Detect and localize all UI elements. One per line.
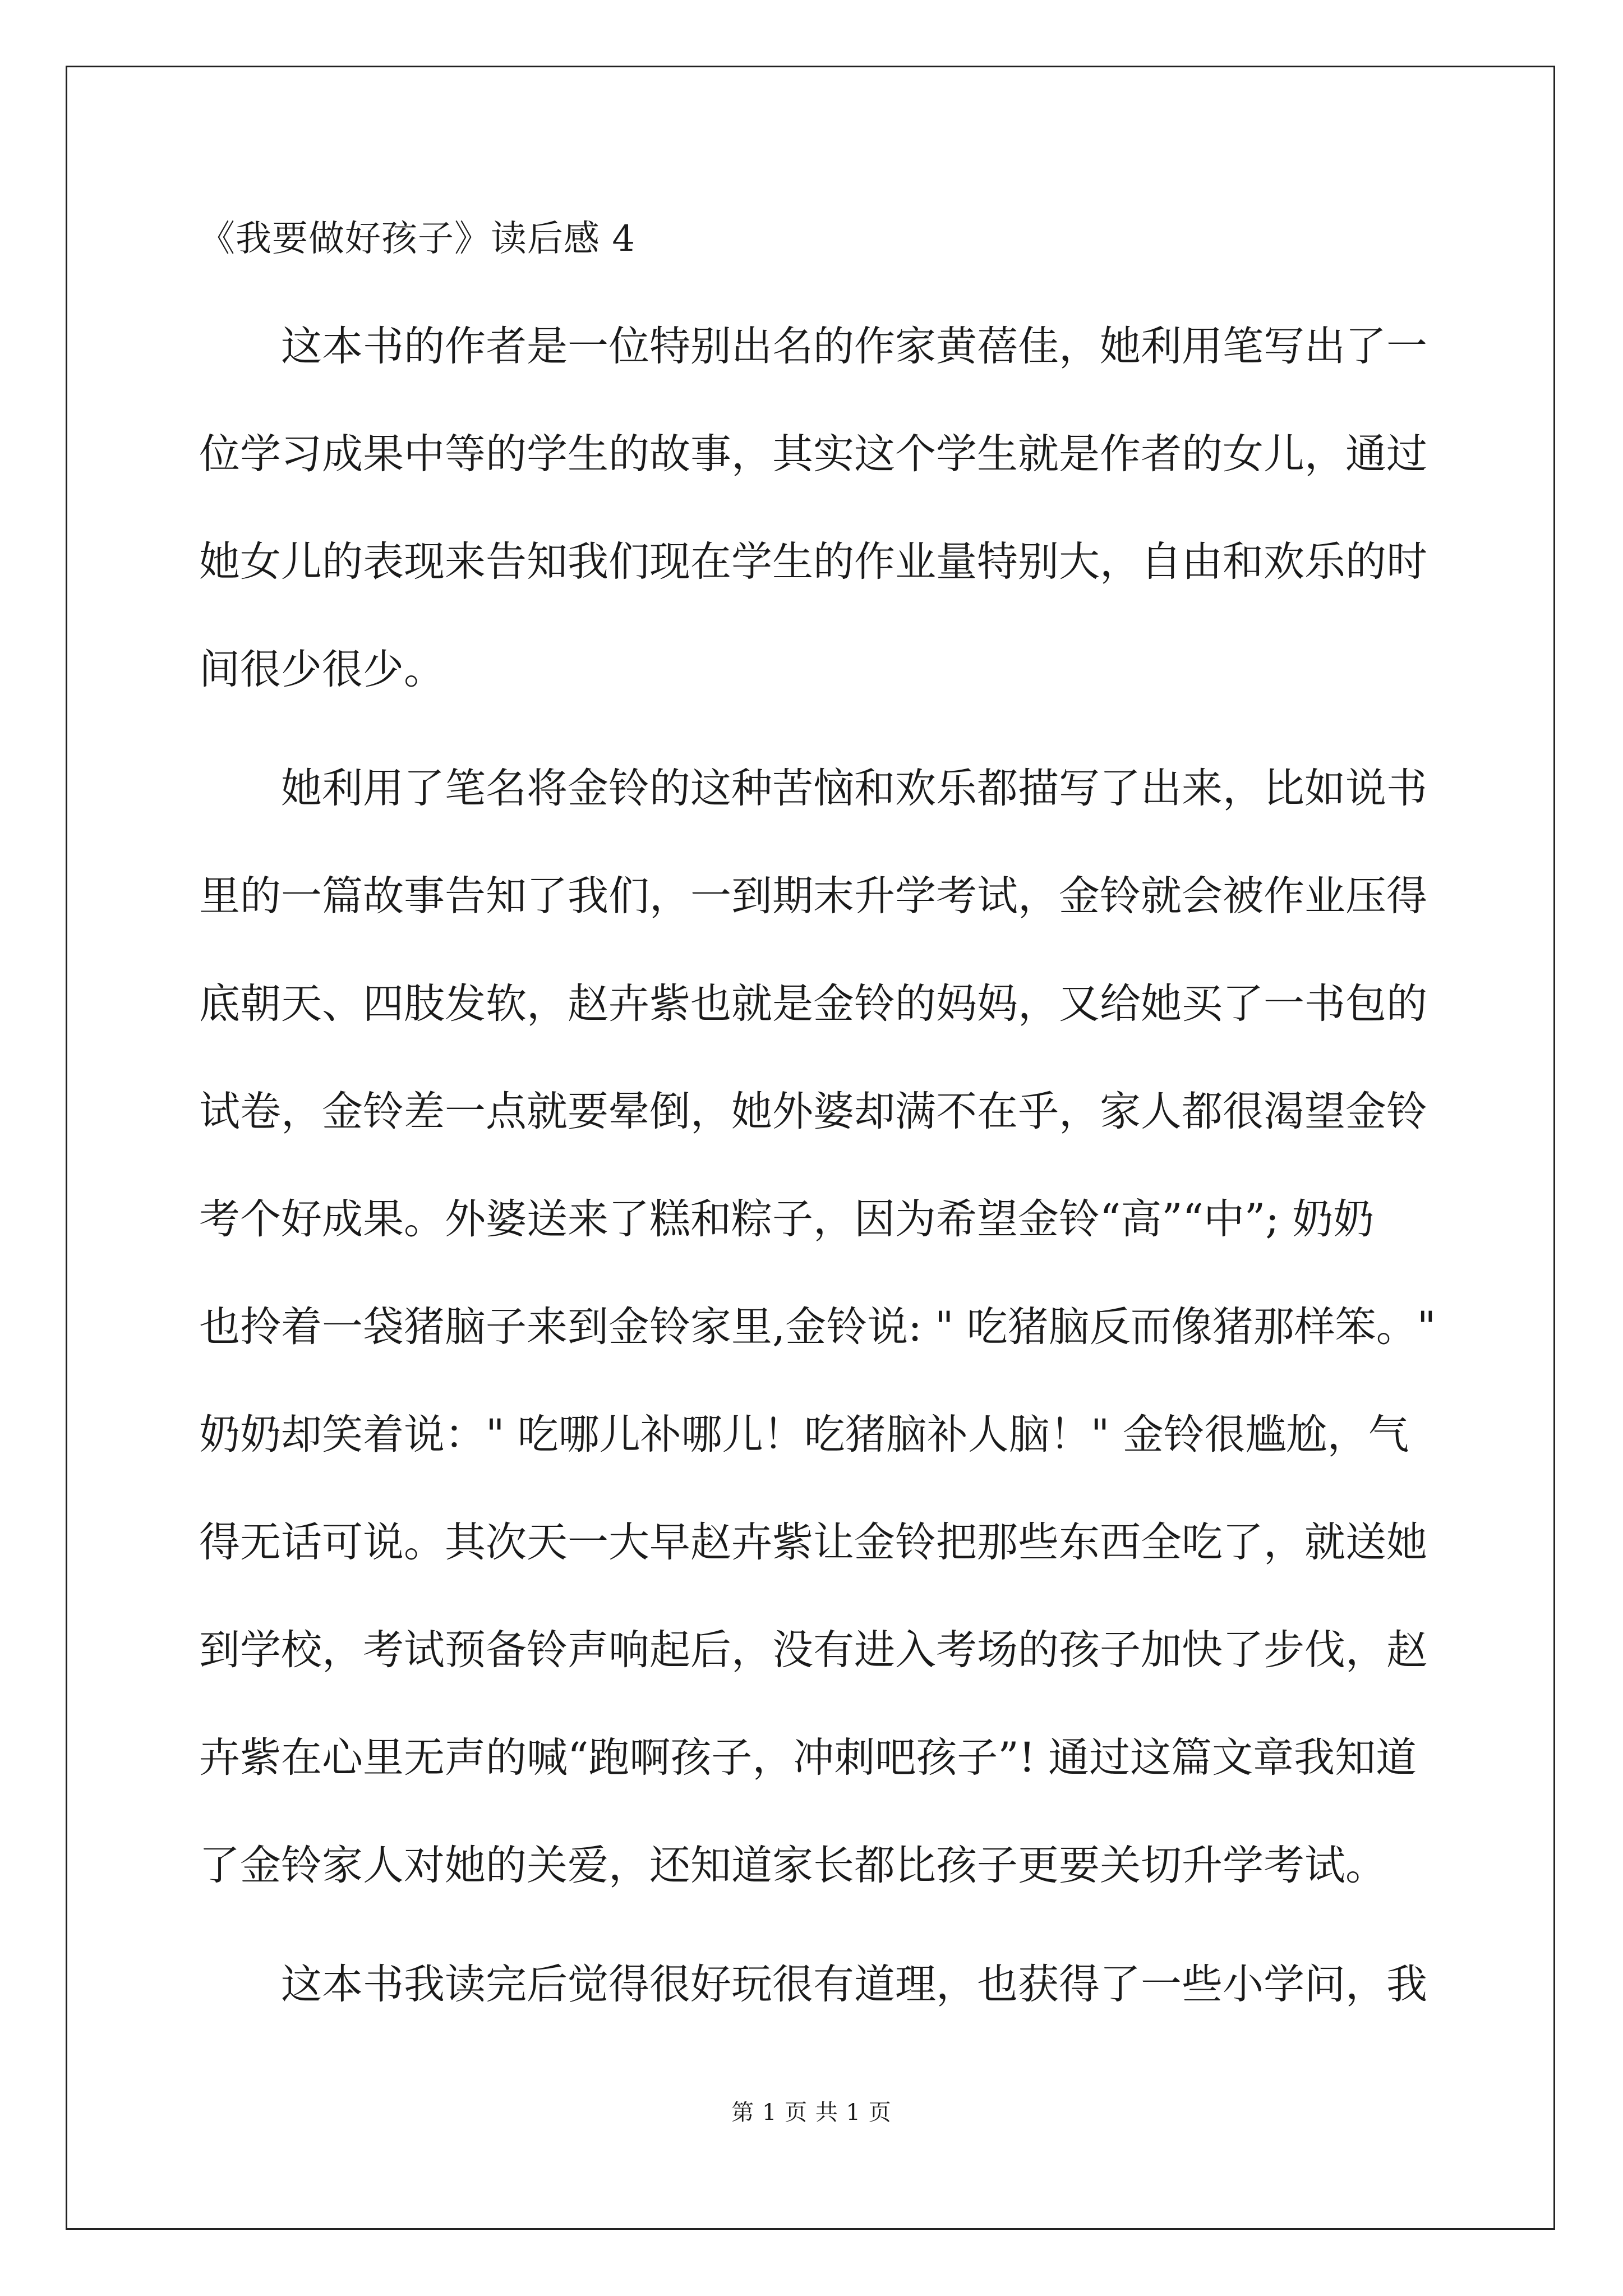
text-line: 这本书的作者是一位特别出名的作家黄蓓佳，她利用笔写出了一 xyxy=(281,323,1427,370)
text-line: 得无话可说。其次天一大早赵卉紫让金铃把那些东西全吃了，就送她 xyxy=(199,1519,1427,1566)
text-line: 这本书我读完后觉得很好玩很有道理，也获得了一些小学问，我 xyxy=(281,1961,1427,2008)
text-line: 卉紫在心里无声的喊“跑啊孩子，冲刺吧孩子”! 通过这篇文章我知道 xyxy=(199,1734,1417,1782)
text-line: 奶奶却笑着说：" 吃哪儿补哪儿！吃猪脑补人脑！" 金铃很尴尬，气 xyxy=(199,1411,1409,1458)
text-line: 里的一篇故事告知了我们，一到期末升学考试，金铃就会被作业压得 xyxy=(199,872,1427,920)
text-line: 试卷，金铃差一点就要晕倒，她外婆却满不在乎，家人都很渴望金铃 xyxy=(199,1088,1427,1135)
paragraph-2 xyxy=(199,735,1436,1920)
text-line: 也拎着一袋猪脑子来到金铃家里,金铃说: " 吃猪脑反而像猪那样笨。" xyxy=(199,1303,1436,1351)
text-line: 她女儿的表现来告知我们现在学生的作业量特别大，自由和欢乐的时 xyxy=(199,538,1427,586)
paragraph-3 xyxy=(199,1931,1433,2039)
document-title: 《我要做好孩子》读后感 4 xyxy=(199,218,636,260)
text-line: 到学校，考试预备铃声响起后，没有进入考场的孩子加快了步伐，赵 xyxy=(199,1626,1427,1674)
page-footer: 第 1 页 共 1 页 xyxy=(731,2100,892,2125)
text-line: 她利用了笔名将金铃的这种苦恼和欢乐都描写了出来，比如说书 xyxy=(281,765,1427,812)
text-line: 位学习成果中等的学生的故事，其实这个学生就是作者的女儿，通过 xyxy=(199,430,1427,478)
text-line: 了金铃家人对她的关爱，还知道家长都比孩子更要关切升学考试。 xyxy=(199,1842,1386,1889)
text-line: 间很少很少。 xyxy=(199,646,445,693)
document-body xyxy=(199,218,1436,2050)
text-line: 底朝天、四肢发软，赵卉紫也就是金铃的妈妈，又给她买了一书包的 xyxy=(199,980,1427,1028)
text-line: 考个好成果。外婆送来了糕和粽子，因为希望金铃“高”“中”; 奶奶 xyxy=(199,1195,1375,1243)
paragraph-1 xyxy=(199,293,1433,724)
